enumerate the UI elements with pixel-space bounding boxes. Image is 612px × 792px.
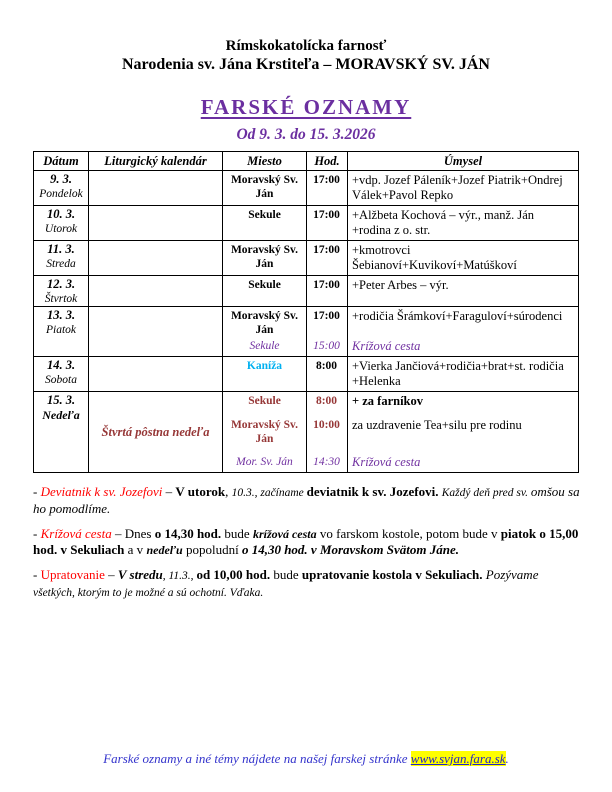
intent-cell: Krížová cesta xyxy=(352,339,421,353)
intent-cell: za uzdravenie Tea+silu pre rodinu xyxy=(352,418,522,432)
announcement-text: upratovanie kostola v Sekuliach. xyxy=(301,567,483,582)
time-cell: 15:00 xyxy=(313,340,340,352)
column-header: Liturgický kalendár xyxy=(89,152,223,170)
column-header: Hod. xyxy=(307,152,348,170)
schedule-table xyxy=(33,151,579,473)
date-cell xyxy=(34,276,89,306)
date-label: 15. 3. xyxy=(46,393,76,407)
place-cell: Moravský Sv. Ján xyxy=(230,174,299,200)
mass-entry xyxy=(223,278,578,293)
date-label: 10. 3. xyxy=(46,207,76,221)
date-cell xyxy=(34,392,89,472)
place-cell: Moravský Sv. Ján xyxy=(230,244,299,270)
announcement-text: o 14,30 hod. v Moravskom Svätom Jáne. xyxy=(241,542,459,557)
entries-cell xyxy=(223,307,578,356)
intent-cell: +vdp. Jozef Páleník+Jozef Piatrik+Ondrej Válek+Pavol Repko xyxy=(352,173,563,202)
date-label: 9. 3. xyxy=(50,172,72,186)
date-range: Od 9. 3. do 15. 3.2026 xyxy=(236,126,376,143)
mass-entry xyxy=(223,208,578,238)
mass-entry xyxy=(223,173,578,203)
announcement-text: od 10,00 hod. xyxy=(196,567,271,582)
announcement-text: V utorok xyxy=(175,484,226,499)
footer-suffix: . xyxy=(505,751,509,766)
day-label: Utorok xyxy=(44,223,78,235)
announcement-text: 10.3., začíname xyxy=(231,487,307,499)
table-row xyxy=(34,206,578,241)
announcement-text: bude xyxy=(221,526,253,541)
day-label: Streda xyxy=(46,258,76,270)
mass-entry xyxy=(223,309,578,337)
calendar-cell xyxy=(89,357,223,391)
date-label: 13. 3. xyxy=(46,308,76,322)
calendar-cell xyxy=(89,206,223,240)
announcement-text: Každý deň pred sv. xyxy=(441,487,531,499)
time-cell: 14:30 xyxy=(313,456,340,468)
announcement-text: piatok o 15,00 hod. v Sekuliach xyxy=(33,526,579,557)
mass-entry xyxy=(223,359,578,389)
mass-entry xyxy=(223,455,578,470)
footer-text: Farské oznamy a iné témy nájdete na našej farskej stránke xyxy=(103,751,411,766)
announcement-text: omšou sa ho pomodlíme. xyxy=(33,484,580,516)
header-line-1: Rímskokatolícka farnosť xyxy=(225,38,387,54)
time-cell: 17:00 xyxy=(313,209,340,221)
mass-entry xyxy=(223,339,578,354)
announcement-text: - xyxy=(33,567,41,582)
calendar-cell xyxy=(89,307,223,356)
time-cell: 17:00 xyxy=(313,310,340,322)
date-cell xyxy=(34,357,89,391)
place-cell: Mor. Sv. Ján xyxy=(236,456,293,468)
table-row xyxy=(34,276,578,307)
place-cell: Sekule xyxy=(249,340,280,352)
announcement-text: , 11.3., xyxy=(162,570,197,582)
announcement-text: krížová cesta xyxy=(252,527,317,541)
announcement xyxy=(33,567,581,601)
entries-cell xyxy=(223,206,578,240)
column-header: Úmysel xyxy=(443,154,483,168)
entries-cell xyxy=(223,392,578,472)
footer-note xyxy=(0,751,612,767)
announcement xyxy=(33,526,581,558)
column-header: Dátum xyxy=(34,152,89,170)
announcement-text: popoludní xyxy=(182,542,242,557)
intent-cell: + za farníkov xyxy=(352,394,424,408)
announcement-text: vo farskom kostole, potom bude v xyxy=(316,526,501,541)
date-cell xyxy=(34,241,89,275)
announcement xyxy=(33,484,581,517)
table-row xyxy=(34,357,578,392)
announcement-text: všetkých, ktorým to je možné a sú ochotní. Vďaka. xyxy=(33,587,264,599)
column-header: Miesto xyxy=(223,152,307,170)
place-cell: Sekule xyxy=(248,395,281,407)
calendar-cell xyxy=(89,171,223,205)
announcement-text: – xyxy=(104,567,118,582)
time-cell: 8:00 xyxy=(315,360,338,372)
table-row xyxy=(34,241,578,276)
day-label: Štvrtok xyxy=(44,293,78,305)
place-cell: Sekule xyxy=(248,279,281,291)
announcement-text: nedeľu xyxy=(146,543,183,557)
table-row xyxy=(34,392,578,472)
announcement-text: - xyxy=(33,526,41,541)
calendar-cell xyxy=(89,241,223,275)
table-row xyxy=(34,307,578,357)
announcement-text: o 14,30 hod. xyxy=(154,526,222,541)
time-cell: 17:00 xyxy=(313,279,340,291)
entries-cell xyxy=(223,276,578,306)
date-label: 11. 3. xyxy=(47,242,75,256)
announcement-text: a v xyxy=(124,542,147,557)
table-row xyxy=(34,171,578,206)
schedule-table-body xyxy=(34,171,578,472)
entries-cell xyxy=(223,171,578,205)
place-cell: Moravský Sv. Ján xyxy=(230,310,299,336)
announcement-text: Upratovanie xyxy=(40,567,105,582)
time-cell: 10:00 xyxy=(313,419,340,431)
announcement-text: – xyxy=(162,484,176,499)
page-title: FARSKÉ OZNAMY xyxy=(200,95,412,119)
announcement-text: V stredu xyxy=(117,567,163,582)
intent-cell: +rodičia Šrámkoví+Faraguloví+súrodenci xyxy=(352,309,563,323)
calendar-cell: Štvrtá pôstna nedeľa xyxy=(89,392,223,472)
mass-entry xyxy=(223,394,578,409)
announcement-text: , xyxy=(225,484,232,499)
date-label: 12. 3. xyxy=(46,277,76,291)
intent-cell: +Alžbeta Kochová – výr., manž. Ján +rodina z o. str. xyxy=(352,208,534,237)
header-line-2: Narodenia sv. Jána Krstiteľa – MORAVSKÝ SV. JÁN xyxy=(122,56,490,73)
announcement-text: bude xyxy=(270,567,302,582)
announcement-text: Pozývame xyxy=(482,567,539,582)
intent-cell: +kmotrovci Šebianoví+Kuvikoví+Matúškoví xyxy=(352,243,517,272)
time-cell: 17:00 xyxy=(313,244,340,256)
entries-cell xyxy=(223,357,578,391)
mass-entry xyxy=(223,243,578,273)
announcement-text: - xyxy=(33,484,41,499)
calendar-cell xyxy=(89,276,223,306)
day-label: Nedeľa xyxy=(42,408,80,422)
announcement-text: deviatnik k sv. Jozefovi. xyxy=(306,484,442,499)
announcement-text: Krížová cesta xyxy=(40,526,112,541)
announcement-text: – Dnes xyxy=(111,526,155,541)
entries-cell xyxy=(223,241,578,275)
day-label: Piatok xyxy=(45,324,77,336)
time-cell: 17:00 xyxy=(313,174,340,186)
date-cell xyxy=(34,206,89,240)
announcements xyxy=(0,484,612,601)
place-cell: Sekule xyxy=(248,209,281,221)
day-label: Sobota xyxy=(45,374,77,386)
date-cell xyxy=(34,307,89,356)
day-label: Pondelok xyxy=(39,188,83,200)
website-link[interactable]: www.svjan.fara.sk xyxy=(410,751,506,766)
place-cell: Kaníža xyxy=(246,360,283,372)
table-header-row xyxy=(34,152,578,171)
intent-cell: +Peter Arbes – výr. xyxy=(352,278,449,292)
date-label: 14. 3. xyxy=(46,358,76,372)
intent-cell: Krížová cesta xyxy=(352,455,421,469)
place-cell: Moravský Sv. Ján xyxy=(230,419,299,445)
mass-entry xyxy=(223,418,578,446)
time-cell: 8:00 xyxy=(315,395,338,407)
announcement-text: Deviatnik k sv. Jozefovi xyxy=(40,484,163,499)
intent-cell: +Vierka Jančiová+rodičia+brat+st. rodičia +Helenka xyxy=(352,359,564,388)
date-cell xyxy=(34,171,89,205)
